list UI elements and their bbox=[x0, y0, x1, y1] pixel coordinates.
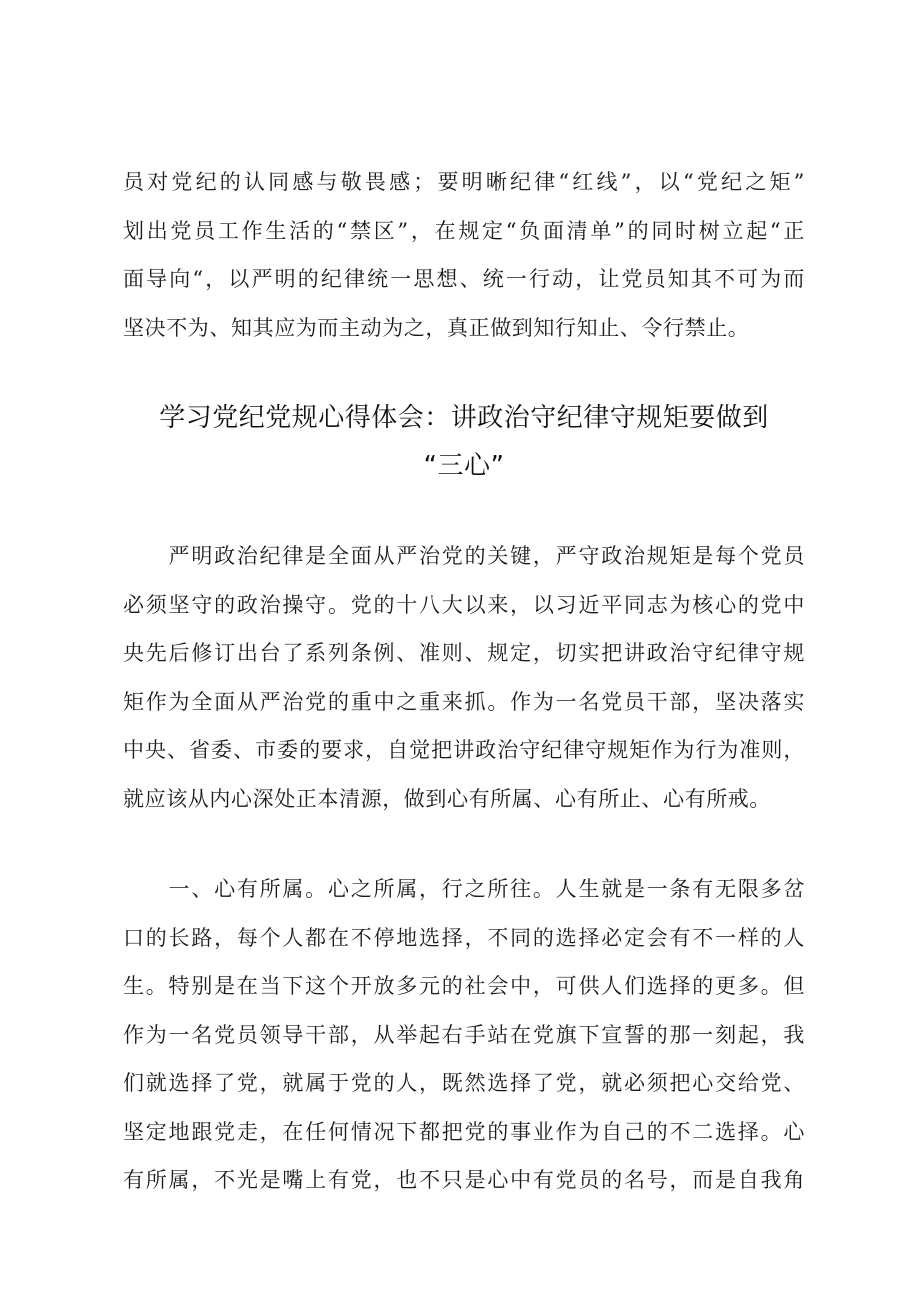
document-body bbox=[123, 158, 805, 1205]
paragraph-line: 坚定地跟党走，在任何情况下都把党的事业作为自己的不二选择。心 bbox=[123, 1119, 805, 1144]
intro-line: 坚决不为、知其应为而主动为之，真正做到知行知止、令行禁止。 bbox=[123, 315, 750, 340]
paragraph-line: 们就选择了党，就属于党的人，既然选择了党，就必须把心交给党、 bbox=[123, 1071, 805, 1095]
paragraph-line: 生。特别是在当下这个开放多元的社会中，可供人们选择的更多。但 bbox=[123, 974, 805, 998]
article-title bbox=[123, 394, 805, 490]
paragraph-line: 有所属，不光是嘴上有党，也不只是心中有党员的名号，而是自我角 bbox=[123, 1168, 805, 1192]
paragraph-line: 严明政治纪律是全面从严治党的关键，严守政治规矩是每个党员 bbox=[123, 544, 805, 568]
paragraph-line: 一、心有所属。心之所属，行之所往。人生就是一条有无限多岔 bbox=[123, 877, 805, 901]
paragraph-line: 中央、省委、市委的要求，自觉把讲政治守纪律守规矩作为行为准则， bbox=[123, 738, 805, 762]
article-title-line-1: 学习党纪党规心得体会：讲政治守纪律守规矩要做到 bbox=[159, 403, 769, 433]
paragraph-line: 口的长路，每个人都在不停地选择，不同的选择必定会有不一样的人 bbox=[123, 925, 805, 950]
paragraph-2 bbox=[123, 865, 805, 1205]
paragraph-line: 作为一名党员领导干部，从举起右手站在党旗下宣誓的那一刻起，我 bbox=[123, 1022, 805, 1047]
intro-paragraph bbox=[123, 158, 805, 352]
paragraph-line: 必须坚守的政治操守。党的十八大以来，以习近平同志为核心的党中 bbox=[123, 592, 805, 617]
intro-line: 员对党纪的认同感与敬畏感；要明晰纪律“红线”，以“党纪之矩” bbox=[123, 170, 805, 194]
paragraph-1 bbox=[123, 532, 805, 823]
intro-line: 划出党员工作生活的“禁区”，在规定“负面清单”的同时树立起“正 bbox=[123, 218, 805, 243]
paragraph-line: 央先后修订出台了系列条例、准则、规定，切实把讲政治守纪律守规 bbox=[123, 641, 805, 665]
paragraph-line: 就应该从内心深处正本清源，做到心有所属、心有所止、心有所戒。 bbox=[123, 786, 771, 811]
article-title-line-2: “三心” bbox=[423, 451, 505, 481]
paragraph-line: 矩作为全面从严治党的重中之重来抓。作为一名党员干部，坚决落实 bbox=[123, 689, 805, 714]
paragraph-spacer bbox=[123, 823, 805, 865]
intro-line: 面导向“，以严明的纪律统一思想、统一行动，让党员知其不可为而 bbox=[123, 267, 805, 291]
